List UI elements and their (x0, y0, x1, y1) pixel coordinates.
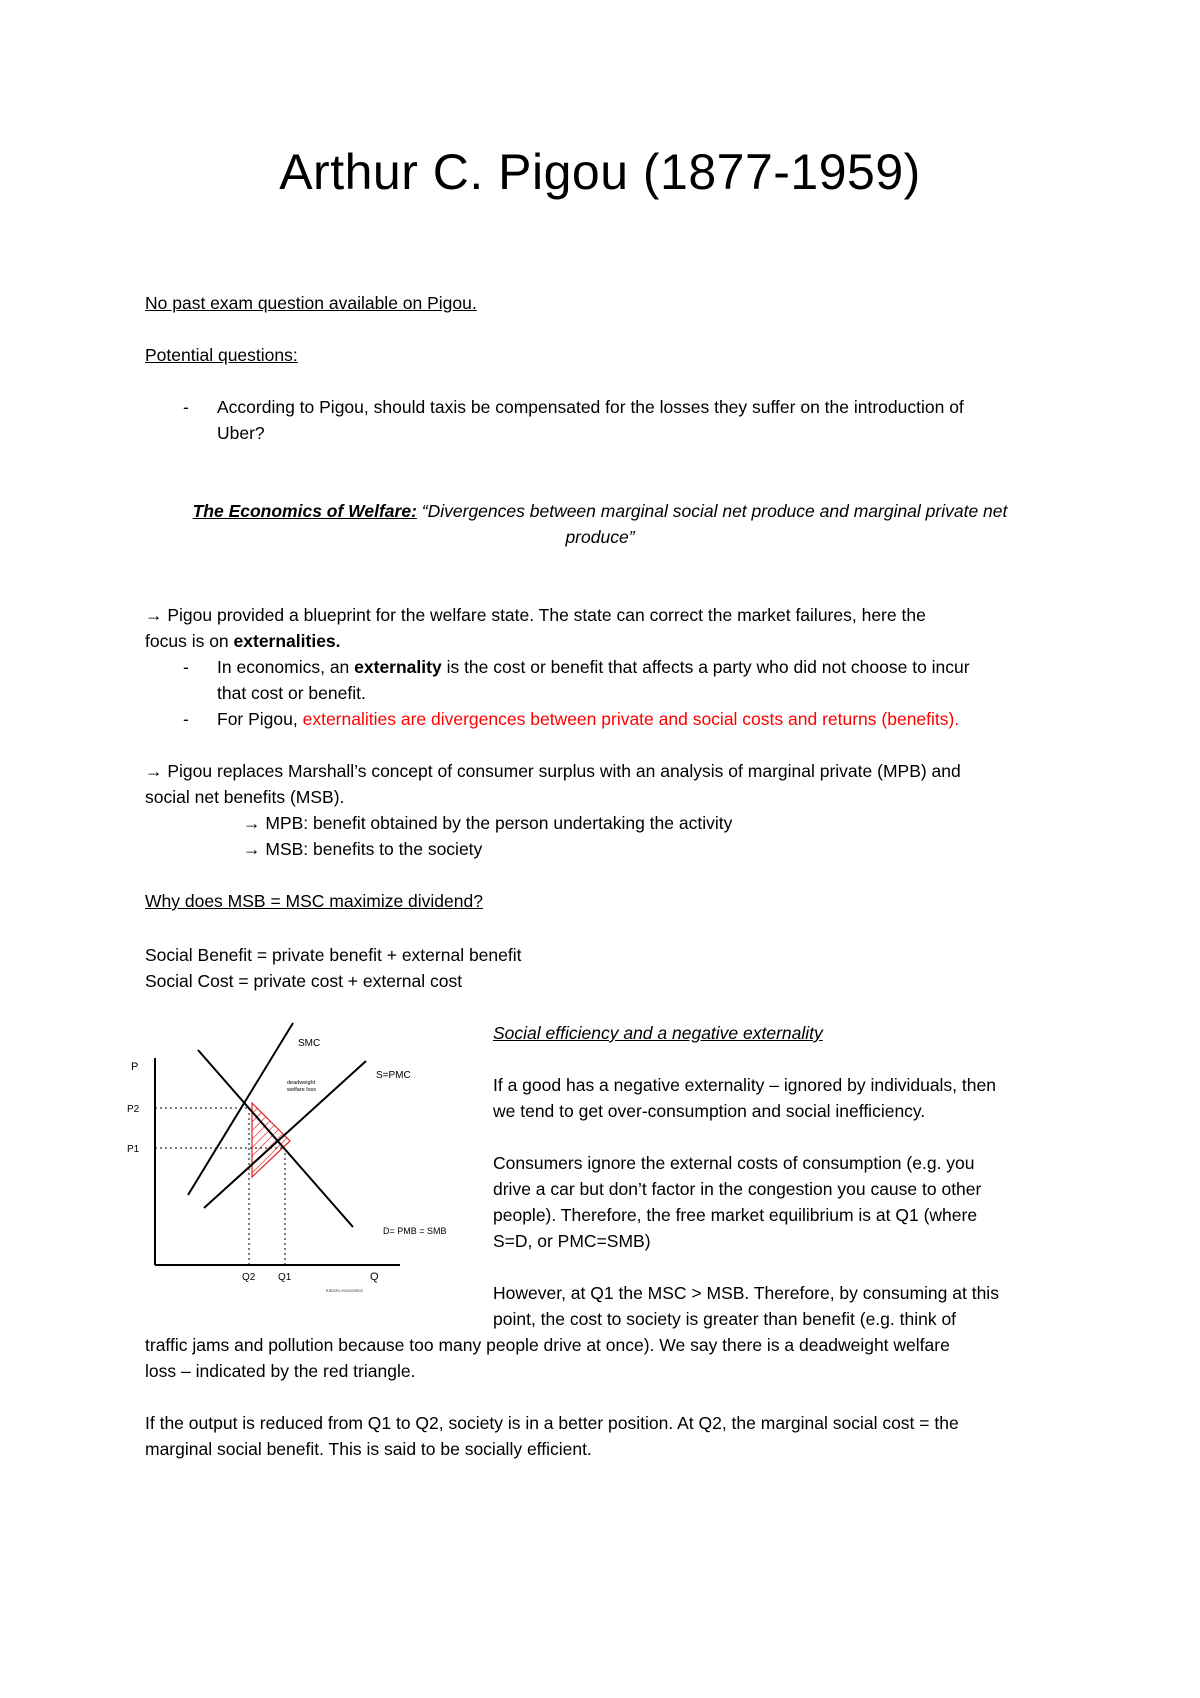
social-benefit-equation: Social Benefit = private benefit + external benefit (145, 945, 522, 965)
demand-label: D= PMB = SMB (383, 1226, 447, 1236)
ext-def-text: is the cost or benefit that affects a party who did not choose to incur (441, 657, 970, 677)
q-axis-label: Q (370, 1271, 379, 1283)
mpb-text: MPB: benefit obtained by the person undertaking the activity (265, 813, 733, 833)
externality-definition: that cost or benefit. (217, 683, 366, 703)
pmc-curve (204, 1061, 366, 1208)
dwl-triangle (252, 1103, 290, 1177)
question-line: Uber? (217, 423, 265, 443)
book-quote-text: produce” (565, 527, 635, 547)
p1-label: P1 (127, 1144, 140, 1155)
blueprint-bold: externalities. (233, 631, 341, 651)
paragraph-line: we tend to get over-consumption and social inefficiency. (493, 1101, 926, 1121)
pigou-externality (217, 706, 959, 732)
p2-label: P2 (127, 1104, 140, 1115)
blueprint-paragraph (145, 602, 926, 628)
why-heading: Why does MSB = MSC maximize dividend? (145, 891, 483, 911)
pigou-ext-text: For Pigou, (217, 709, 303, 729)
arrow-icon: → (243, 813, 261, 833)
paragraph-line: point, the cost to society is greater than benefit (e.g. think of (493, 1309, 957, 1329)
book-quote (145, 524, 1055, 550)
no-exam-note: No past exam question available on Pigou. (145, 293, 477, 313)
q2-label: Q2 (242, 1272, 256, 1283)
smc-label: SMC (298, 1038, 321, 1049)
blueprint-text: focus is on (145, 631, 234, 651)
msb-text: MSB: benefits to the society (265, 839, 483, 859)
potential-questions-heading: Potential questions: (145, 345, 298, 365)
book-quote (145, 498, 1055, 524)
right-heading-text: Social efficiency and a negative externality (493, 1023, 823, 1043)
paragraph-line: If the output is reduced from Q1 to Q2, society is in a better position. At Q2, the marginal social cost = the (145, 1413, 959, 1433)
dwl-label: deadweight (287, 1080, 316, 1086)
arrow-icon: → (145, 605, 163, 625)
paragraph-line: drive a car but don’t factor in the congestion you cause to other (493, 1179, 982, 1199)
list-dash: - (183, 657, 189, 677)
book-title: The Economics of Welfare: (192, 501, 417, 521)
replace-paragraph (145, 758, 961, 784)
paragraph-line: marginal social benefit. This is said to be socially efficient. (145, 1439, 592, 1459)
paragraph-line: However, at Q1 the MSC > MSB. Therefore, by consuming at this (493, 1283, 999, 1303)
paragraph-line: traffic jams and pollution because too many people drive at once). We say there is a deadweight welfare (145, 1335, 950, 1355)
list-dash: - (183, 397, 189, 417)
replace-paragraph: social net benefits (MSB). (145, 787, 345, 807)
ext-def-text: In economics, an (217, 657, 355, 677)
question-line: According to Pigou, should taxis be compensated for the losses they suffer on the introduction of (217, 397, 964, 417)
paragraph-line: people). Therefore, the free market equilibrium is at Q1 (where (493, 1205, 978, 1225)
msb-definition (243, 836, 482, 862)
arrow-icon: → (243, 839, 261, 859)
right-heading (493, 1020, 823, 1046)
dwl-label: welfare loss (287, 1087, 317, 1093)
blueprint-paragraph (145, 628, 341, 654)
pigou-ext-red-text: externalities are divergences between private and social costs and returns (benefits). (302, 709, 960, 729)
demand-curve (198, 1050, 353, 1227)
replace-text: Pigou replaces Marshall’s concept of consumer surplus with an analysis of marginal private (MPB) and (167, 761, 961, 781)
source-label: tutor2u economics (326, 1288, 363, 1293)
ext-def-bold: externality (354, 657, 442, 677)
smc-curve (188, 1023, 293, 1195)
mpb-definition (243, 810, 732, 836)
externality-diagram (118, 1018, 478, 1315)
paragraph-line: If a good has a negative externality – ignored by individuals, then (493, 1075, 996, 1095)
page-title: Arthur C. Pigou (1877-1959) (279, 144, 921, 200)
paragraph-line: loss – indicated by the red triangle. (145, 1361, 416, 1381)
book-quote-text: “Divergences between marginal social net produce and marginal private net (421, 501, 1008, 521)
externality-definition (217, 654, 970, 680)
q1-label: Q1 (278, 1272, 292, 1283)
p-axis-label: P (131, 1061, 139, 1073)
arrow-icon: → (145, 761, 163, 781)
paragraph-line: Consumers ignore the external costs of consumption (e.g. you (493, 1153, 975, 1173)
list-dash: - (183, 709, 189, 729)
pmc-label: S=PMC (376, 1070, 411, 1081)
blueprint-text: Pigou provided a blueprint for the welfare state. The state can correct the market failures, here the (167, 605, 926, 625)
diagram-svg (118, 1018, 478, 1308)
paragraph-line: S=D, or PMC=SMB) (493, 1231, 651, 1251)
social-cost-equation: Social Cost = private cost + external cost (145, 971, 463, 991)
